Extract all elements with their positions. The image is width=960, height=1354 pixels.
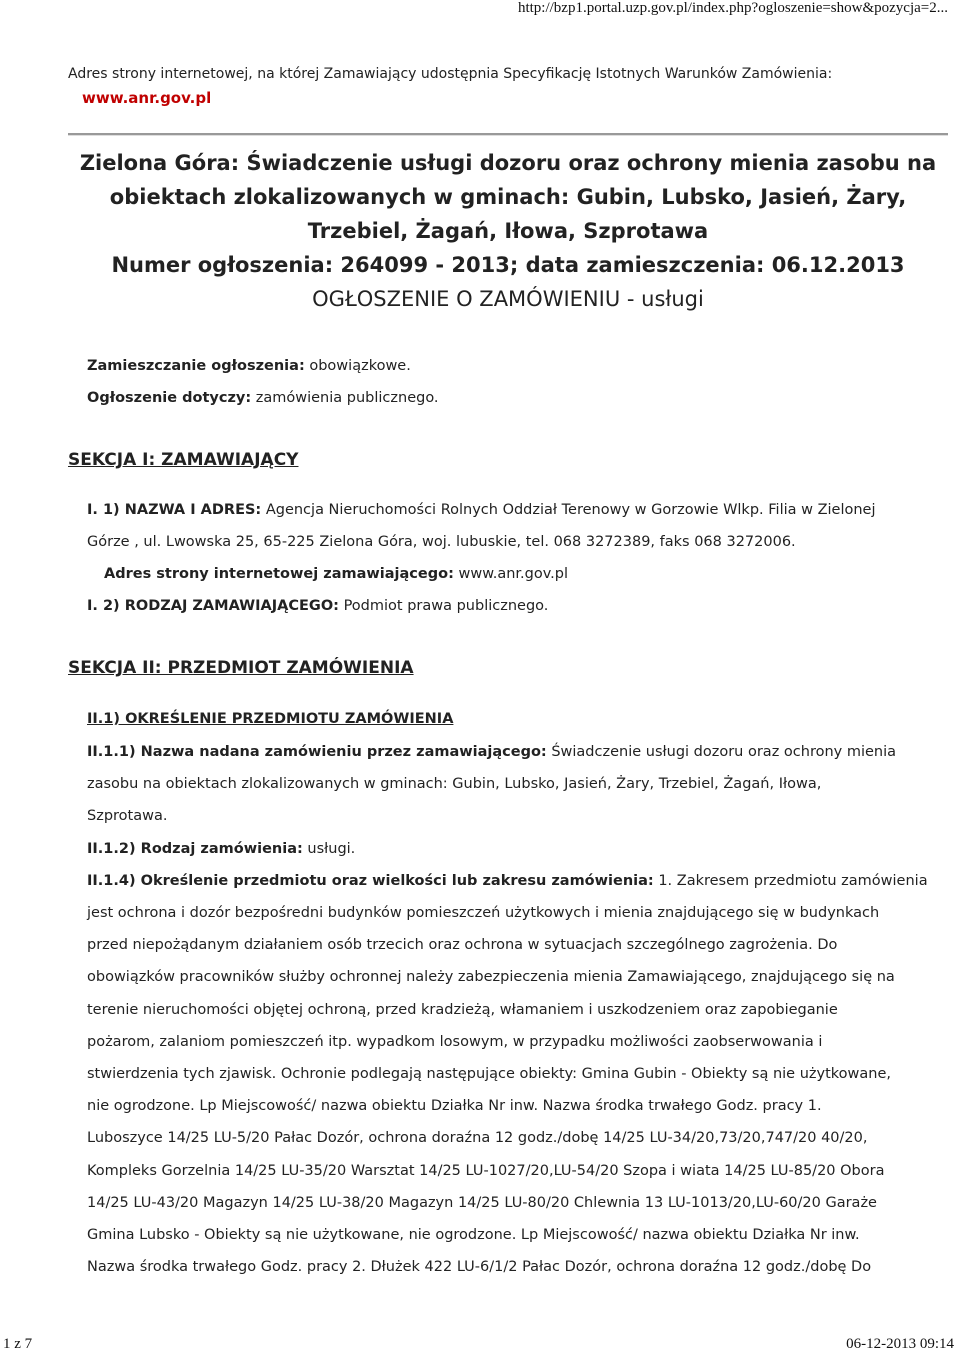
concerns-row xyxy=(87,390,439,406)
name-address-value: Agencja Nieruchomości Rolnych Oddział Terenowy w Gorzowie Wlkp. Filia w Zielonej xyxy=(261,502,876,518)
notice-number-line: Numer ogłoszenia: 264099 - 2013; data zamieszczenia: 06.12.2013 xyxy=(111,253,905,277)
contract-scope-value: 1. Zakresem przedmiotu zamówienia xyxy=(653,873,928,889)
address-line: Górze , ul. Lwowska 25, 65-225 Zielona Góra, woj. lubuskie, tel. 068 3272389, faks 068 3272006. xyxy=(87,534,796,550)
contract-name-label: II.1.1) Nazwa nadana zamówieniu przez zamawiającego: xyxy=(87,744,547,760)
scope-text-line: jest ochrona i dozór bezpośredni budynków pomieszczeń użytkowych i mienia znajdującego się w budynkach xyxy=(87,905,880,921)
contract-kind-row xyxy=(87,841,355,857)
scope-text-line: Kompleks Gorzelnia 14/25 LU-35/20 Warsztat 14/25 LU-1027/20,LU-54/20 Szopa i wiata 14/25 LU-85/20 Obora xyxy=(87,1163,885,1179)
authority-website-label: Adres strony internetowej zamawiającego: xyxy=(104,566,454,582)
section-2-subheading: II.1) OKREŚLENIE PRZEDMIOTU ZAMÓWIENIA xyxy=(87,711,454,727)
section-2-heading: SEKCJA II: PRZEDMIOT ZAMÓWIENIA xyxy=(68,658,414,678)
contract-name-value: Świadczenie usługi dozoru oraz ochrony mienia xyxy=(546,744,897,760)
scope-text-line: Nazwa środka trwałego Godz. pracy 2. Dłużek 422 LU-6/1/2 Pałac Dozór, ochrona doraźna 12 godz./dobę Do xyxy=(87,1259,872,1275)
authority-type-value: Podmiot prawa publicznego. xyxy=(338,598,549,614)
contract-name-row xyxy=(87,744,896,760)
contract-scope-label: II.1.4) Określenie przedmiotu oraz wielkości lub zakresu zamówienia: xyxy=(87,873,654,889)
specification-site-link[interactable]: www.anr.gov.pl xyxy=(82,89,212,107)
contract-kind-label: II.1.2) Rodzaj zamówienia: xyxy=(87,841,303,857)
concerns-value: zamówienia publicznego. xyxy=(251,390,439,406)
title-line-2: obiektach zlokalizowanych w gminach: Gubin, Lubsko, Jasień, Żary, xyxy=(109,185,907,209)
title-line-3: Trzebiel, Żagań, Iłowa, Szprotawa xyxy=(307,219,709,243)
print-header-url: http://bzp1.portal.uzp.gov.pl/index.php?ogloszenie=show&pozycja=2... xyxy=(517,0,948,16)
scope-text-line: stwierdzenia tych zjawisk. Ochronie podlegają następujące obiekty: Gmina Gubin - Obiekty są nie użytkowane, xyxy=(87,1066,891,1082)
scope-text-line: terenie nieruchomości objętej ochroną, przed kradzieżą, włamaniem i uszkodzeniem oraz zapobieganie xyxy=(87,1002,838,1018)
authority-website-value: www.anr.gov.pl xyxy=(453,566,569,582)
placement-label: Zamieszczanie ogłoszenia: xyxy=(87,358,305,374)
page-number: 1 z 7 xyxy=(3,1336,33,1352)
notice-subtitle: OGŁOSZENIE O ZAMÓWIENIU - usługi xyxy=(312,287,704,311)
scope-text-line: przed niepożądanym działaniem osób trzecich oraz ochrona w sytuacjach szczególnego zagrożenia. Do xyxy=(87,937,838,953)
contracting-authority-name-row xyxy=(87,502,876,518)
scope-text-line: pożarom, zalaniom pomieszczeń itp. wypadkom losowym, w przypadku możliwości zaobserwowania i xyxy=(87,1034,823,1050)
placement-row xyxy=(87,358,411,374)
authority-type-label: I. 2) RODZAJ ZAMAWIAJĄCEGO: xyxy=(87,598,339,614)
scope-text-line: nie ogrodzone. Lp Miejscowość/ nazwa obiektu Działka Nr inw. Nazwa środka trwałego Godz. pracy 1. xyxy=(87,1098,822,1114)
notice-title xyxy=(68,146,948,282)
scope-text-line: Luboszyce 14/25 LU-5/20 Pałac Dozór, ochrona doraźna 12 godz./dobę 14/25 LU-34/20,73/20,747/20 40/20, xyxy=(87,1130,868,1146)
concerns-label: Ogłoszenie dotyczy: xyxy=(87,390,252,406)
horizontal-divider xyxy=(68,133,948,136)
contract-scope-row xyxy=(87,873,928,889)
contract-kind-value: usługi. xyxy=(302,841,356,857)
authority-website-row xyxy=(104,566,568,582)
section-1-heading: SEKCJA I: ZAMAWIAJĄCY xyxy=(68,450,299,470)
scope-text-line: obowiązków pracowników służby ochronnej należy zabezpieczenia mienia Zamawiającego, znajdującego się na xyxy=(87,969,895,985)
print-datetime: 06-12-2013 09:14 xyxy=(846,1336,954,1352)
name-address-label: I. 1) NAZWA I ADRES: xyxy=(87,502,262,518)
specification-site-notice: Adres strony internetowej, na której Zamawiający udostępnia Specyfikację Istotnych Warunków Zamówienia: xyxy=(68,66,833,82)
scope-text-line: 14/25 LU-43/20 Magazyn 14/25 LU-38/20 Magazyn 14/25 LU-80/20 Chlewnia 13 LU-1013/20,LU-60/20 Garaże xyxy=(87,1195,877,1211)
authority-type-row xyxy=(87,598,548,614)
scope-text-line: Gmina Lubsko - Obiekty są nie użytkowane, nie ogrodzone. Lp Miejscowość/ nazwa obiektu Działka Nr inw. xyxy=(87,1227,860,1243)
placement-value: obowiązkowe. xyxy=(304,358,411,374)
contract-name-continuation: zasobu na obiektach zlokalizowanych w gminach: Gubin, Lubsko, Jasień, Żary, Trzebiel, Żagań, Iłowa, xyxy=(87,776,822,792)
title-line-1: Zielona Góra: Świadczenie usługi dozoru oraz ochrony mienia zasobu na xyxy=(79,151,937,175)
contract-name-continuation: Szprotawa. xyxy=(87,808,168,824)
